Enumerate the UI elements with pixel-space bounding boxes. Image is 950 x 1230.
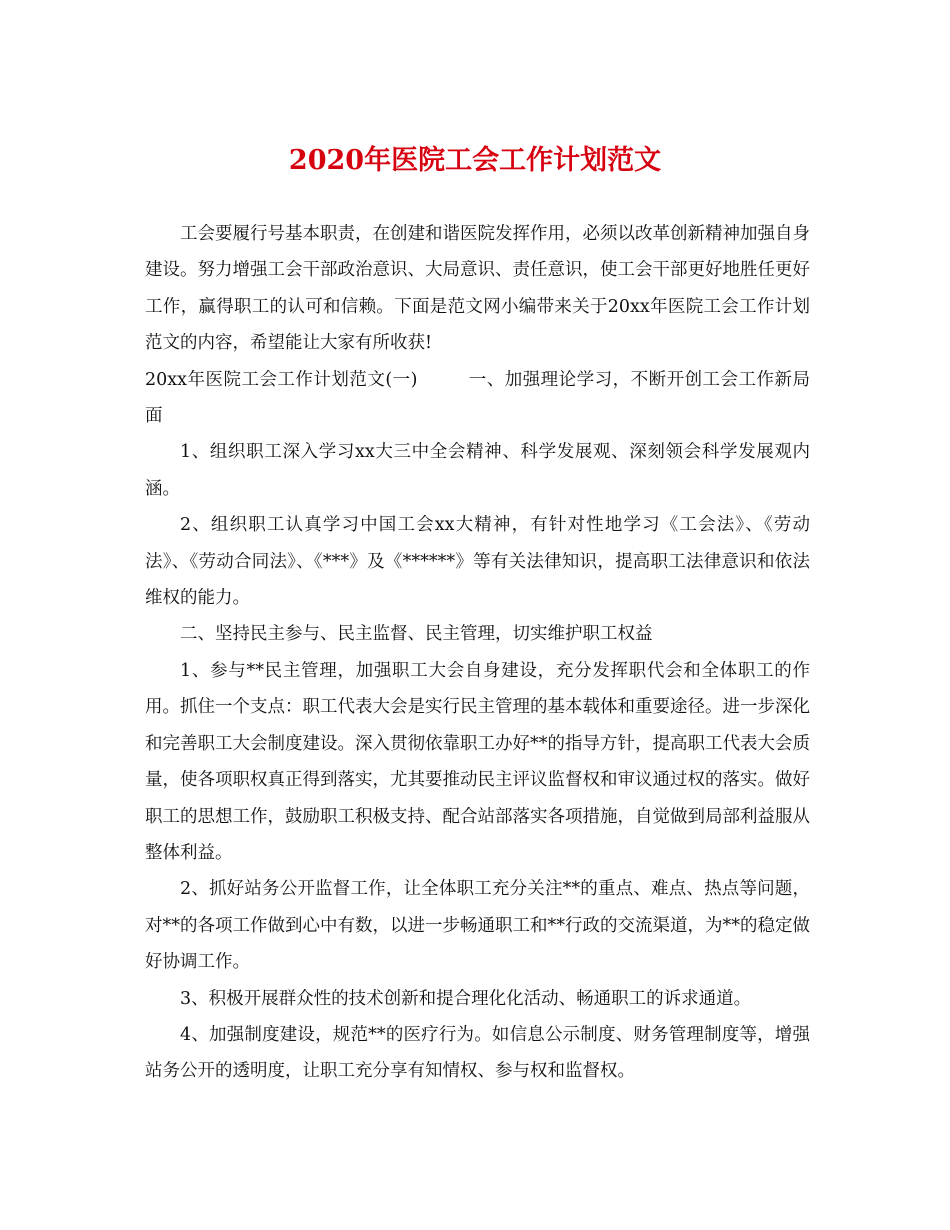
section-2-item-4: 4、加强制度建设，规范**的医疗行为。如信息公示制度、财务管理制度等，增强站务公开的透明度，让职工充分享有知情权、参与权和监督权。 xyxy=(145,1024,810,1082)
document-body xyxy=(145,216,810,1090)
section-heading-1: 一、加强理论学习，不断开创工会工作新局面 xyxy=(145,369,810,427)
intro-paragraph: 工会要履行号基本职责，在创建和谐医院发挥作用，必须以改革创新精神加强自身建设。努力增强工会干部政治意识、大局意识、责任意识，使工会干部更好地胜任更好工作，赢得职工的认可和信赖。下面是范文网小编带来关于20xx年医院工会工作计划范文的内容，希望能让大家有所收获! xyxy=(145,224,810,354)
plan-subtitle: 20xx年医院工会工作计划范文(一) xyxy=(145,369,418,390)
section-2-item-2: 2、抓好站务公开监督工作，让全体职工充分关注**的重点、难点、热点等问题，对**的各项工作做到心中有数，以进一步畅通职工和**行政的交流渠道，为**的稳定做好协调工作。 xyxy=(145,879,810,973)
document-title: 2020年医院工会工作计划范文 xyxy=(288,145,662,176)
section-2-item-3: 3、积极开展群众性的技术创新和提合理化化活动、畅通职工的诉求通道。 xyxy=(180,988,752,1009)
section-1-item-2: 2、组织职工认真学习中国工会xx大精神，有针对性地学习《工会法》、《劳动法》、《劳动合同法》、《***》及《******》等有关法律知识，提高职工法律意识和依法维权的能力。 xyxy=(145,515,810,609)
section-heading-2: 二、坚持民主参与、民主监督、民主管理，切实维护职工权益 xyxy=(180,624,653,645)
plan-heading-paragraph xyxy=(145,362,810,435)
section-2-item-1: 1、参与**民主管理，加强职工大会自身建设，充分发挥职代会和全体职工的作用。抓住一个支点：职工代表大会是实行民主管理的基本载体和重要途径。进一步深化和完善职工大会制度建设。深入贯彻依靠职工办好**的指导方针，提高职工代表大会质量，使各项职权真正得到落实，尤其要推动民主评议监督权和审议通过权的落实。做好职工的思想工作，鼓励职工积极支持、配合站部落实各项措施，自觉做到局部利益服从整体利益。 xyxy=(145,660,810,863)
section-1-item-1: 1、组织职工深入学习xx大三中全会精神、科学发展观、深刻领会科学发展观内涵。 xyxy=(145,442,810,499)
